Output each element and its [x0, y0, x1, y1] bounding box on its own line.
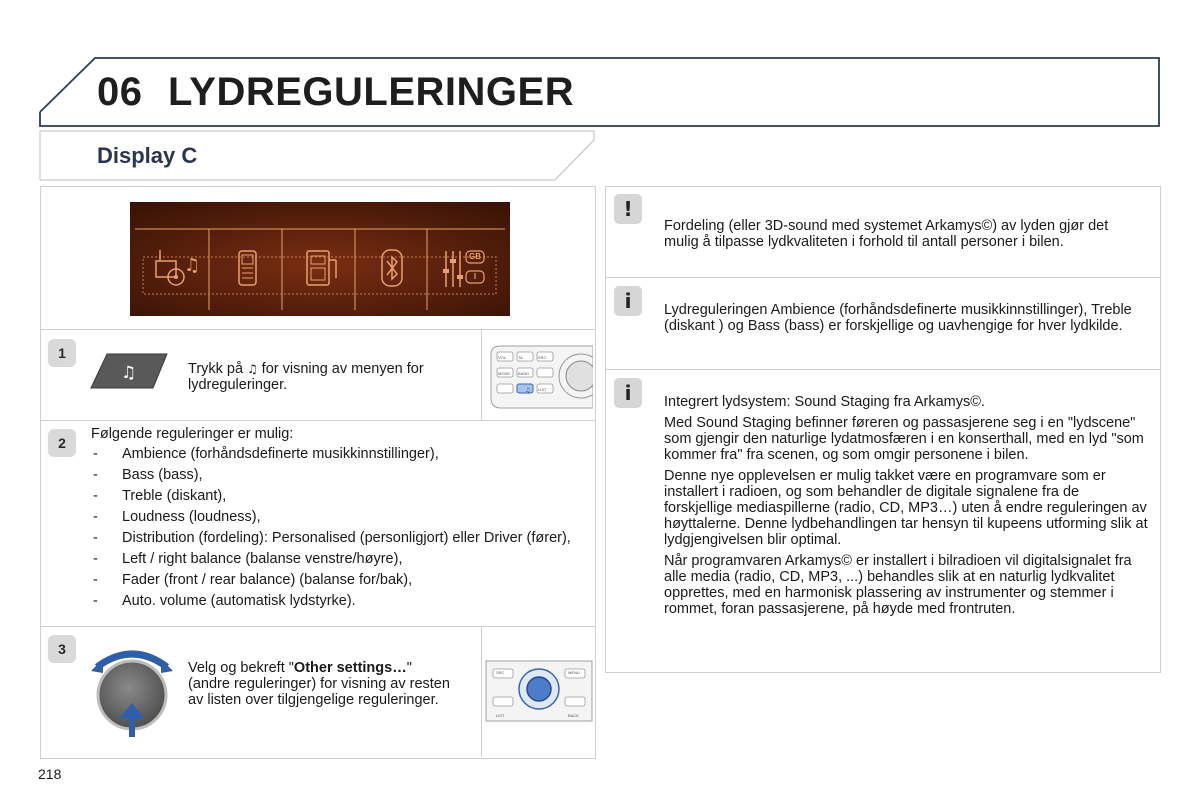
list-item: - Auto. volume (automatisk lydstyrke).	[91, 593, 581, 609]
svg-text:♫: ♫	[184, 255, 201, 276]
list-item: - Distribution (fordeling): Personalised (personligjort) eller Driver (fører),	[91, 530, 581, 546]
step-3-text-after: " (andre reguleringer) for visning av resten av listen over tilgjengelige reguleringer.	[188, 660, 450, 708]
step-1-text-after: for visning av menyen for lydreguleringer.	[188, 361, 424, 393]
section-title: Display C	[97, 143, 198, 168]
info-icon: i	[614, 286, 642, 316]
svg-text:♫: ♫	[525, 387, 531, 394]
note-paragraph: Når programvaren Arkamys© er installert i bilradioen vil digitalsignalet fra alle media (radio, CD, MP3, ...) behandles slik at en naturlig lydkvalitet opprettes, med en harmonisk plassering av instrumenter og stemmer i rommet, foran passasjerene, på høyde med frontruten.	[664, 553, 1132, 617]
svg-text:♫: ♫	[121, 363, 137, 383]
radio-label: VOL	[498, 355, 507, 360]
radio-label: MODE	[498, 371, 510, 376]
radio-panel-1	[481, 330, 595, 420]
list-item: - Fader (front / rear balance) (balanse for/bak),	[91, 572, 581, 588]
radio-label: SRC	[496, 670, 505, 675]
music-button[interactable]	[89, 352, 169, 390]
list-item: - Left / right balance (balanse venstre/høyre),	[91, 551, 581, 567]
radio-label: SRC	[538, 355, 547, 360]
chapter-number: 06	[97, 70, 143, 114]
settings-label-top: GB	[469, 252, 481, 261]
bluetooth-icon	[380, 248, 404, 290]
step-3-panel	[40, 626, 596, 759]
list-item: - Treble (diskant),	[91, 488, 581, 504]
step-1-text-before: Trykk på	[188, 361, 244, 377]
step-3-text-before: Velg og bekreft "	[188, 660, 294, 676]
note-text	[664, 394, 1150, 622]
rotary-knob-illustration[interactable]	[91, 645, 173, 741]
step-1-text	[188, 361, 478, 393]
step-3-text	[188, 660, 456, 708]
step-badge: 3	[48, 635, 76, 663]
note-panel	[605, 277, 1161, 371]
note-paragraph: Denne nye opplevelsen er mulig takket være en programvare som er installert i radioen, og som behandler de digitale signalene fra de forskjellige mediaspillerne (radio, CD, MP3…) uten å endre reguleringen av høyttalerne. Denne lydbehandlingen tar hensyn til kupeens utforming slik at lydgjengivelsen blir optimal.	[664, 468, 1148, 548]
note-paragraph: Med Sound Staging befinner føreren og passasjerene seg i en "lydscene" som gjengir den naturlige lydatmosfæren i en konserthall, med en lyd "som kommer fra" fra scenen, og som omgir personene i bilen.	[664, 415, 1144, 463]
display-panel	[40, 186, 596, 330]
radio-label: TA	[518, 355, 523, 360]
radio-label: LIST	[538, 387, 547, 392]
page-number: 218	[38, 766, 62, 782]
step-2-intro: Følgende reguleringer er mulig:	[91, 426, 294, 442]
note-text: Fordeling (eller 3D-sound med systemet Arkamys©) av lyden gjør det mulig å tilpasse lydkvaliteten i forhold til antall personer i bilen.	[664, 218, 1109, 250]
list-item: - Loudness (loudness),	[91, 509, 581, 525]
note-panel	[605, 369, 1161, 673]
other-settings-label: Other settings…	[293, 660, 407, 676]
note-text: Lydreguleringen Ambience (forhåndsdefinerte musikkinnstillinger), Treble (diskant ) og Bass (bass) er forskjellige og uavhengige for hver lydkilde.	[664, 302, 1132, 334]
radio-panel-3	[481, 627, 595, 757]
note-paragraph: Integrert lydsystem: Sound Staging fra Arkamys©.	[664, 394, 985, 410]
radio-label: BAND	[518, 371, 530, 376]
radio-label: LIST	[496, 713, 505, 718]
settings-list	[91, 446, 581, 614]
step-2-panel	[40, 420, 596, 628]
radio-label: MENU	[568, 670, 580, 675]
phone-icon	[236, 249, 260, 289]
media-player-icon	[304, 248, 340, 290]
step-badge: 1	[48, 339, 76, 367]
info-icon: i	[614, 378, 642, 408]
step-1-panel	[40, 329, 596, 422]
radio-unit-illustration	[489, 344, 593, 410]
music-note-icon: ♫	[247, 362, 262, 376]
music-source-icon	[154, 247, 204, 291]
chapter-title: LYDREGULERINGER	[168, 70, 575, 114]
warning-icon: !	[614, 194, 642, 224]
list-item: - Ambience (forhåndsdefinerte musikkinnstillinger),	[91, 446, 581, 462]
radio-label: BACK	[568, 713, 579, 718]
settings-label-bottom: I	[473, 272, 477, 281]
step-badge: 2	[48, 429, 76, 457]
note-panel	[605, 186, 1161, 279]
list-item: - Bass (bass),	[91, 467, 581, 483]
